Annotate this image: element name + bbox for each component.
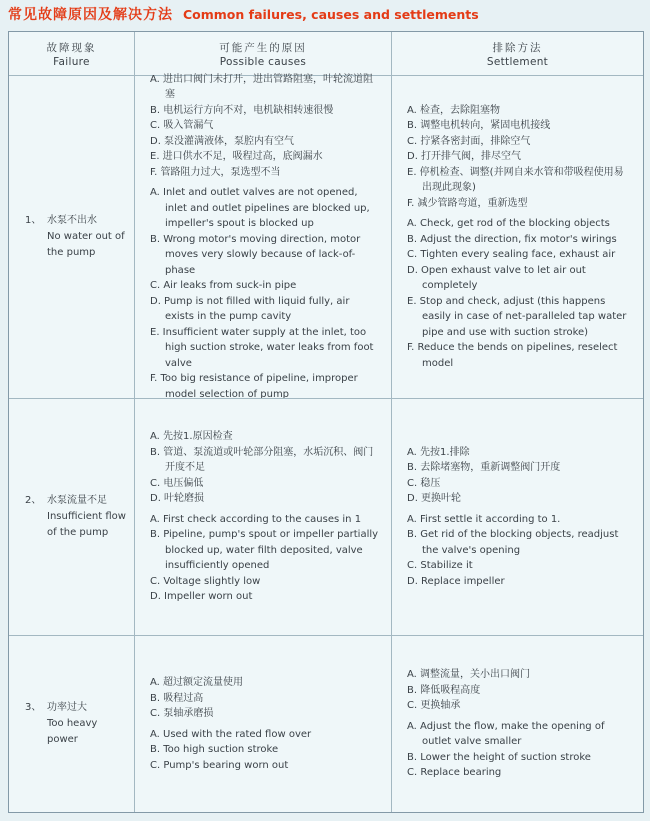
list-item: B. Pipeline, pump's spout or impeller partially blocked up, water filth deposited, valve insufficiently opened [150,529,379,572]
header-possible-causes [134,32,391,75]
list-item: B. 电机运行方向不对，电机缺相转速很慢 [150,104,334,116]
list-item: B. 去除堵塞物，重新调整阀门开度 [407,462,561,474]
list-item: A. Inlet and outlet valves are not opened, inlet and outlet pipelines are blocked up, impeller's spout is blocked up [150,187,370,230]
settlement-list-zh-row2 [407,445,633,507]
list-item: A. Check, get rod of the blocking objects [407,218,610,230]
list-item: B. 管道、泵流道或叶轮部分阻塞，水垢沉积、阀门开度不足 [150,446,374,474]
header-failure-zh: 故障现象 [46,41,97,54]
list-item: E. 进口供水不足，吸程过高，底阀漏水 [150,151,323,163]
header-failure [9,32,134,75]
causes-list-zh-row3 [150,675,381,722]
list-item: F. Reduce the bends on pipelines, reselect model [407,342,618,369]
header-possible-causes-en: Possible causes [219,55,307,68]
header-settlement-zh: 排除方法 [492,41,543,54]
causes-cell-row2 [134,398,391,635]
list-item: F. 减少管路弯道，重新选型 [407,197,528,209]
failure-text-zh: 水泵不出水 [47,215,97,226]
header-settlement [391,32,643,75]
page-title [8,4,479,24]
list-item: B. 吸程过高 [150,692,204,704]
failure-label [25,493,128,541]
list-item: B. 降低吸程高度 [407,684,481,696]
list-item: D. 更换叶轮 [407,493,462,505]
settlement-cell-row2 [391,398,643,635]
failure-number: 3、 [25,702,42,713]
list-item: C. Stabilize it [407,560,473,572]
list-item: C. 拧紧各密封面，排除空气 [407,135,531,147]
list-item: D. 泵没灌满液体，泵腔内有空气 [150,135,295,147]
header-settlement-en: Settlement [486,55,549,68]
causes-list-en-row3 [150,727,381,774]
header-possible-causes-zh: 可能产生的原因 [219,41,307,54]
list-item: B. Too high suction stroke [150,744,279,755]
settlement-list-zh-row3 [407,667,633,714]
settlement-list-en-row2 [407,512,633,590]
failure-text [47,213,128,261]
list-item: C. 吸入管漏气 [150,120,214,132]
page-title-zh: 常见故障原因及解决方法 [8,7,173,23]
list-item: C. Replace bearing [407,767,502,779]
settlement-list-zh-row1 [407,103,633,212]
list-item: A. Adjust the flow, make the opening of outlet valve smaller [407,720,605,748]
list-item: E. Insufficient water supply at the inlet, too high suction stroke, water leaks from foot valve [150,326,374,369]
failure-cell-row1 [9,75,134,398]
list-item: B. Adjust the direction, fix motor's wirings [407,233,617,245]
list-item: C. Tighten every sealing face, exhaust air [407,249,616,261]
list-item: C. Voltage slightly low [150,575,261,587]
failure-table [8,31,644,813]
failure-text [47,493,128,541]
settlement-cell-row1 [391,75,643,398]
list-item: B. Wrong motor's moving direction, motor moves very slowly because of lack-of-phase [150,233,361,276]
failure-label [25,700,128,748]
causes-cell-row3 [134,635,391,812]
causes-list-zh-row2 [150,429,381,507]
list-item: A. First check according to the causes in 1 [150,513,362,525]
causes-list-en-row1 [150,185,381,402]
list-item: C. 泵轴承磨损 [150,708,214,719]
list-item: C. Pump's bearing worn out [150,759,289,771]
settlement-list-en-row1 [407,216,633,371]
list-item: E. 停机检查、调整(并网自来水管和带吸程使用易出现此现象) [407,166,624,194]
list-item: C. Air leaks from suck-in pipe [150,280,297,292]
list-item: B. Lower the height of suction stroke [407,751,591,763]
list-item: A. 先按1.排除 [407,446,470,458]
settlement-list-en-row3 [407,719,633,781]
failure-cell-row2 [9,398,134,635]
failure-text-en: No water out of the pump [47,231,125,258]
failure-text-zh: 水泵流量不足 [47,495,107,506]
causes-list-en-row2 [150,512,381,605]
list-item: A. 调整流量，关小出口阀门 [407,669,531,681]
list-item: C. 稳压 [407,477,441,489]
list-item: D. Open exhaust valve to let air out completely [407,264,586,292]
list-item: D. Pump is not filled with liquid fully, air exists in the pump cavity [150,295,350,323]
list-item: F. 管路阻力过大，泵选型不当 [150,166,281,178]
list-item: D. 叶轮磨损 [150,493,205,505]
settlement-cell-row3 [391,635,643,812]
header-failure-en: Failure [53,55,90,68]
list-item: A. First settle it according to 1. [407,513,561,525]
list-item: D. 打开排气阀，排尽空气 [407,151,522,163]
list-item: B. Get rid of the blocking objects, readjust the valve's opening [407,529,619,556]
list-item: C. 更换轴承 [407,700,461,712]
list-item: D. Replace impeller [407,575,505,587]
list-item: A. 先按1.原因检查 [150,431,233,443]
list-item: A. Used with the rated flow over [150,728,312,740]
failure-text-en: Too heavy power [47,718,98,745]
failure-number: 2、 [25,495,42,506]
page-title-en: Common failures, causes and settlements [183,7,479,22]
list-item: A. 进出口阀门未打开，进出管路阻塞，叶轮流道阻塞 [150,73,374,101]
failure-text-en: Insufficient flow of the pump [47,511,126,538]
list-item: A. 超过额定流量使用 [150,677,244,688]
list-item: A. 检查，去除阻塞物 [407,104,501,116]
list-item: F. Too big resistance of pipeline, improper model selection of pump [150,373,358,400]
list-item: B. 调整电机转向，紧固电机接线 [407,120,551,132]
list-item: D. Impeller worn out [150,591,253,603]
failure-text [47,700,128,748]
failure-text-zh: 功率过大 [47,702,87,713]
failure-cell-row3 [9,635,134,812]
causes-list-zh-row1 [150,72,381,181]
list-item: E. Stop and check, adjust (this happens easily in case of net-paralleled tap water pipe and use with suction stroke) [407,295,627,338]
list-item: C. 电压偏低 [150,477,204,489]
failure-label [25,213,128,261]
causes-cell-row1 [134,75,391,398]
failure-number: 1、 [25,215,42,226]
